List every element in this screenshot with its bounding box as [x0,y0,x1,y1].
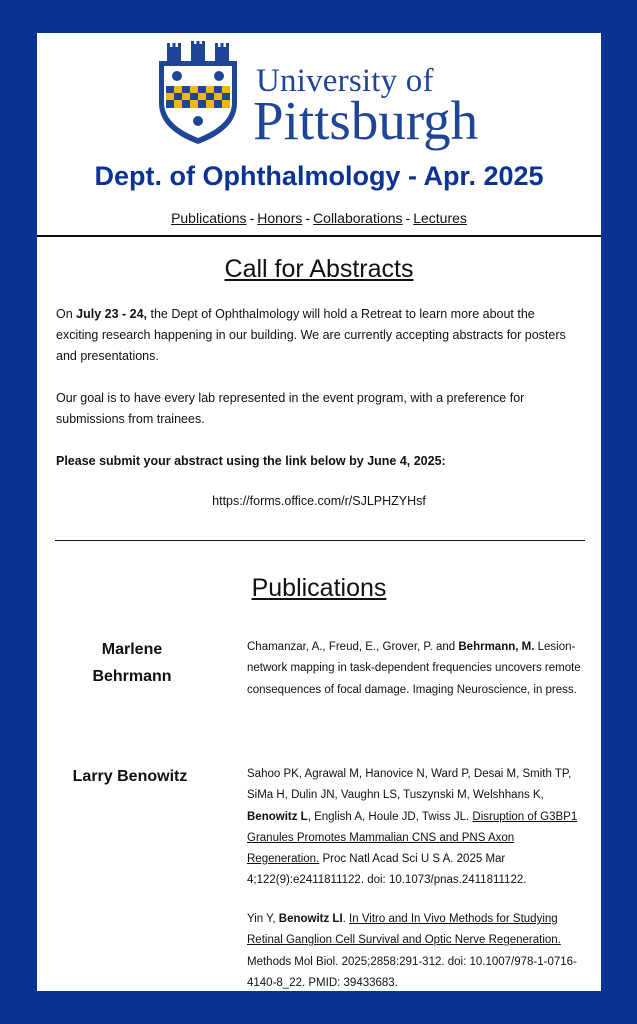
citation-highlighted-author: Benowitz LI [278,913,343,925]
author-name [55,763,205,790]
call-p1-text: the Dept of Ophthalmology will hold a Retreat to learn more about the exciting research happening in our building. We are currently accepting abstracts for posters and presentations. [56,307,566,363]
author-first-name: Marlene [101,641,163,658]
university-logo[interactable] [37,41,601,151]
citation-highlighted-author: Behrmann, M. [458,641,535,653]
call-deadline: Please submit your abstract using the link below by June 4, 2025: [56,454,446,468]
call-paragraph-2: Our goal is to have every lab represented in the event program, with a preference for submissions from trainees. [56,391,525,426]
publication-citation [247,909,587,991]
citation-authors-rest: , English A, Houle JD, Twiss JL. [307,810,473,823]
nav-link-collaborations[interactable]: Collaborations [313,210,403,226]
newsletter-card [37,33,601,991]
retreat-dates: July 23 - 24, [76,307,148,321]
nav-link-publications[interactable]: Publications [171,210,247,226]
citation-authors-rest: . [342,913,350,925]
publications-heading: Publications [251,574,387,602]
abstract-form-link[interactable]: https://forms.office.com/r/SJLPHZYHsf [212,494,426,508]
section-divider [55,540,585,541]
citation-title-link[interactable]: In Vitro and In Vivo Methods for Studying Retinal Ganglion Cell Survival and Optic Nerve Regeneration. [247,913,561,947]
author-full-name: Larry Benowitz [72,768,188,785]
nav-link-honors[interactable]: Honors [257,210,303,226]
header-divider [37,235,601,237]
nav-separator: - [249,210,255,226]
author-name [67,636,197,690]
citation-details: Lesion-network mapping in task-dependent frequencies uncovers remote consequences of focal damage. Imaging Neuroscience, in press. [247,641,581,696]
newsletter-title: Dept. of Ophthalmology - Apr. 2025 [94,161,544,191]
author-last-name: Behrmann [92,668,172,685]
citation-details: Methods Mol Biol. 2025;2858:291-312. doi: 10.1007/978-1-0716-4140-8_22. PMID: 39433683. [247,955,577,989]
citation-title-link[interactable]: Disruption of G3BP1 Granules Promotes Mammalian CNS and PNS Axon Regeneration. [247,810,578,866]
call-paragraph-1 [56,304,576,367]
citation-authors: Sahoo PK, Agrawal M, Hanovice N, Ward P, Desai M, Smith TP, SiMa H, Dulin JN, Vaughn LS, Tuszynski M, Welshhans K, [247,768,572,802]
university-name-line2: Pittsburgh [253,90,479,151]
university-shield-logo [157,41,239,145]
publication-citation [247,764,587,892]
nav-separator: - [305,210,311,226]
nav-separator: - [405,210,411,226]
citation-authors: Chamanzar, A., Freud, E., Grover, P. and [247,641,459,653]
citation-details: Proc Natl Acad Sci U S A. 2025 Mar 4;122(9):e2411811122. doi: 10.1073/pnas.2411811122. [247,853,527,887]
university-name-line1: University of [256,63,434,99]
citation-highlighted-author: Benowitz L [247,810,308,823]
publication-citation [247,637,587,701]
nav-link-lectures[interactable]: Lectures [413,210,467,226]
citation-authors: Yin Y, [247,913,279,925]
section-nav [37,210,601,226]
call-for-abstracts-heading: Call for Abstracts [224,255,414,283]
call-p1-prefix: On [56,307,77,321]
